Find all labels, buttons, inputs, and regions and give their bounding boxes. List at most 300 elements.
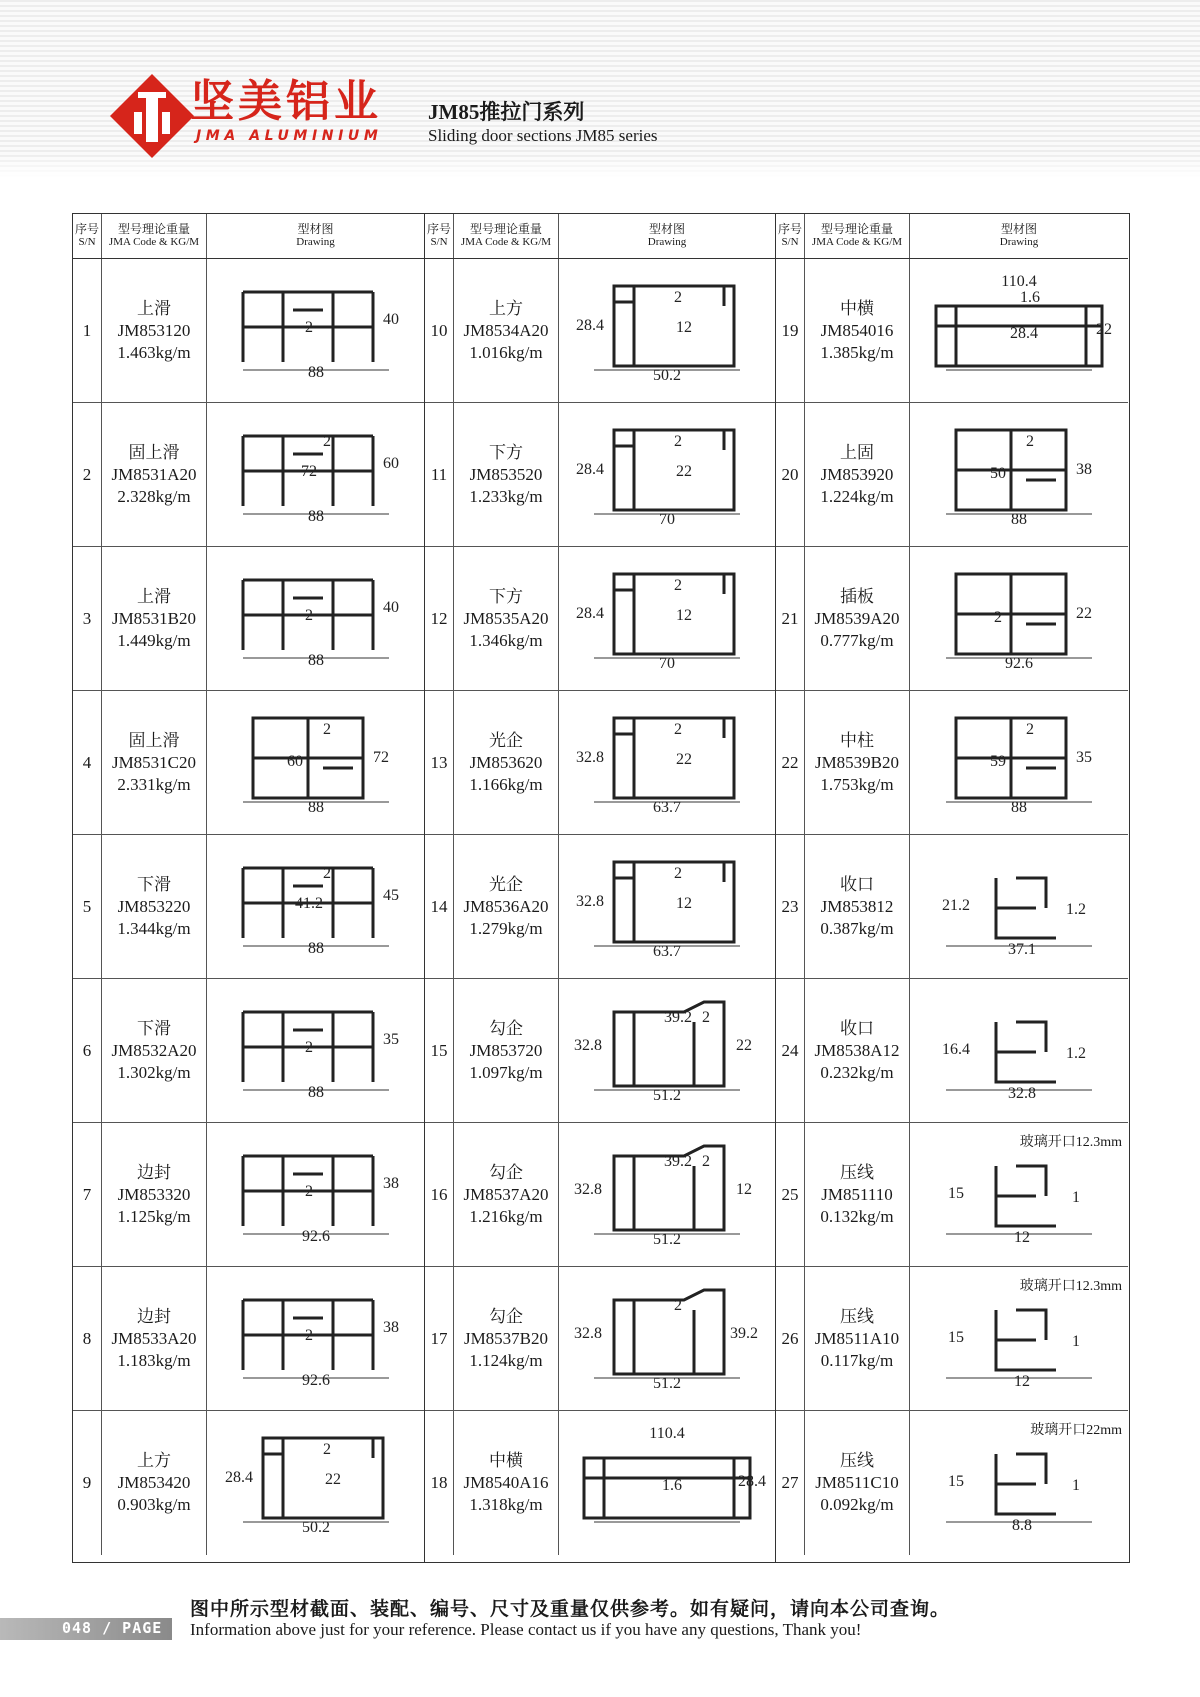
profile-code-cell bbox=[102, 979, 207, 1122]
profile-drawing bbox=[559, 403, 775, 546]
profile-code-cell bbox=[102, 691, 207, 834]
dimension-label: 39.2 bbox=[730, 1324, 758, 1342]
dimension-label: 110.4 bbox=[649, 1425, 685, 1442]
dimension-label: 72 bbox=[372, 748, 389, 766]
dimension-label: 1.6 bbox=[662, 1477, 682, 1494]
dimension-label: 8.8 bbox=[1012, 1517, 1032, 1534]
profile-section-drawing bbox=[574, 1424, 766, 1542]
profile-code: JM8540A16 bbox=[463, 1473, 549, 1492]
profile-code-cell bbox=[102, 835, 207, 978]
profile-section-drawing bbox=[926, 1280, 1112, 1398]
table-row bbox=[73, 403, 424, 547]
profile-name: 上固 bbox=[840, 442, 874, 462]
table-row bbox=[776, 1123, 1128, 1267]
series-title-cn: JM85推拉门系列 bbox=[428, 100, 585, 124]
table-row bbox=[425, 835, 775, 979]
dimension-label: 2 bbox=[674, 864, 682, 882]
profile-drawing bbox=[910, 547, 1128, 690]
dimension-label: 2 bbox=[674, 576, 682, 594]
dimension-label: 2 bbox=[304, 1326, 313, 1344]
dimension-label: 2 bbox=[304, 318, 313, 336]
profile-name: 压线 bbox=[840, 1451, 874, 1470]
serial-number: 4 bbox=[73, 691, 102, 834]
dimension-label: 1.2 bbox=[1066, 1044, 1086, 1062]
profile-drawing bbox=[910, 691, 1128, 834]
glass-opening-note: 玻璃开口12.3mm bbox=[1019, 1135, 1122, 1150]
dimension-label: 88 bbox=[307, 1083, 324, 1101]
dimension-label: 2 bbox=[1026, 432, 1034, 450]
profile-name: 上方 bbox=[489, 298, 523, 318]
dimension-label: 72 bbox=[300, 462, 317, 480]
profile-drawing bbox=[910, 979, 1128, 1122]
table-header-row bbox=[425, 214, 775, 259]
dimension-label: 37.1 bbox=[1008, 940, 1036, 958]
dimension-label: 39.2 bbox=[664, 1152, 692, 1170]
serial-number: 1 bbox=[73, 259, 102, 402]
serial-number: 12 bbox=[425, 547, 454, 690]
profile-code: JM851110 bbox=[821, 1184, 893, 1204]
profile-code-cell bbox=[454, 403, 559, 546]
profile-weight: 0.117kg/m bbox=[820, 1350, 894, 1370]
dimension-label: 28.4 bbox=[576, 316, 604, 334]
profile-code: JM8535A20 bbox=[463, 608, 549, 628]
serial-number: 9 bbox=[73, 1411, 102, 1555]
table-row bbox=[425, 547, 775, 691]
dimension-label: 15 bbox=[948, 1473, 964, 1490]
profile-code: JM8531C20 bbox=[111, 752, 197, 772]
dimension-label: 92.6 bbox=[301, 1371, 330, 1389]
table-row bbox=[776, 835, 1128, 979]
profile-code: JM8537B20 bbox=[463, 1328, 549, 1348]
profile-weight: 1.166kg/m bbox=[469, 774, 543, 794]
profile-code: JM853220 bbox=[117, 896, 191, 916]
profile-section-drawing bbox=[223, 416, 409, 534]
dimension-label: 28.4 bbox=[1010, 324, 1038, 342]
profile-name: 中横 bbox=[840, 298, 874, 318]
table-row bbox=[73, 979, 424, 1123]
dimension-label: 92.6 bbox=[1005, 654, 1033, 672]
dimension-label: 2 bbox=[322, 1441, 331, 1458]
table-row bbox=[73, 547, 424, 691]
profile-name: 勾企 bbox=[489, 1306, 523, 1326]
profile-code-cell bbox=[102, 259, 207, 402]
profile-code-cell bbox=[102, 403, 207, 546]
profile-section-drawing bbox=[574, 848, 760, 966]
dimension-label: 22 bbox=[736, 1036, 752, 1054]
profile-drawing bbox=[910, 1267, 1128, 1410]
header-sn: 序号 S/N bbox=[425, 214, 454, 258]
profile-section-drawing bbox=[574, 704, 760, 822]
profile-code-cell bbox=[454, 1267, 559, 1410]
dimension-label: 15 bbox=[948, 1328, 964, 1346]
profile-name: 光企 bbox=[489, 730, 523, 750]
profile-code: JM853812 bbox=[820, 896, 894, 916]
profile-section-drawing bbox=[926, 416, 1112, 534]
dimension-label: 63.7 bbox=[653, 942, 681, 960]
profile-code: JM8536A20 bbox=[463, 896, 549, 916]
dimension-label: 60 bbox=[286, 752, 303, 770]
profile-drawing bbox=[910, 1411, 1128, 1555]
profile-drawing bbox=[207, 835, 424, 978]
profile-code: JM8531B20 bbox=[111, 608, 197, 628]
table-row bbox=[425, 1411, 775, 1555]
profile-name: 压线 bbox=[840, 1162, 874, 1182]
serial-number: 8 bbox=[73, 1267, 102, 1410]
dimension-label: 70 bbox=[659, 510, 675, 528]
dimension-label: 2 bbox=[674, 432, 682, 450]
table-row bbox=[73, 1267, 424, 1411]
dimension-label: 2 bbox=[304, 606, 313, 624]
profile-name: 固上滑 bbox=[128, 730, 180, 750]
footer-note-cn: 图中所示型材截面、装配、编号、尺寸及重量仅供参考。如有疑问，请向本公司查询。 bbox=[190, 1598, 951, 1620]
serial-number: 6 bbox=[73, 979, 102, 1122]
profile-section-drawing bbox=[574, 1280, 760, 1398]
dimension-label: 22 bbox=[1076, 604, 1092, 622]
profile-code: JM854016 bbox=[820, 320, 894, 340]
profile-name: 中柱 bbox=[840, 730, 874, 750]
dimension-label: 41.2 bbox=[294, 894, 323, 912]
profile-weight: 1.318kg/m bbox=[469, 1495, 543, 1514]
serial-number: 2 bbox=[73, 403, 102, 546]
profile-name: 上滑 bbox=[137, 298, 171, 318]
serial-number: 22 bbox=[776, 691, 805, 834]
profile-drawing bbox=[207, 259, 424, 402]
profile-weight: 1.224kg/m bbox=[820, 486, 894, 506]
profile-name: 上方 bbox=[137, 1451, 171, 1470]
profile-code: JM8532A20 bbox=[111, 1040, 197, 1060]
profile-code-cell bbox=[805, 259, 910, 402]
table-row bbox=[776, 691, 1128, 835]
serial-number: 24 bbox=[776, 979, 805, 1122]
dimension-label: 38 bbox=[382, 1318, 399, 1336]
dimension-label: 28.4 bbox=[224, 1469, 253, 1486]
profile-section-drawing bbox=[926, 1136, 1112, 1254]
profile-drawing bbox=[207, 403, 424, 546]
profile-weight: 1.302kg/m bbox=[117, 1062, 191, 1082]
profile-weight: 0.132kg/m bbox=[820, 1206, 894, 1226]
serial-number: 23 bbox=[776, 835, 805, 978]
profile-weight: 1.346kg/m bbox=[469, 630, 543, 650]
dimension-label: 88 bbox=[307, 507, 324, 525]
dimension-label: 15 bbox=[948, 1184, 964, 1202]
profile-code: JM8537A20 bbox=[463, 1184, 549, 1204]
table-header-row bbox=[776, 214, 1128, 259]
table-row bbox=[776, 259, 1128, 403]
profile-drawing bbox=[207, 979, 424, 1122]
header-code: 型号理论重量 JMA Code & KG/M bbox=[805, 214, 910, 258]
table-header-row bbox=[73, 214, 424, 259]
profile-weight: 0.092kg/m bbox=[820, 1495, 894, 1514]
dimension-label: 2 bbox=[702, 1008, 710, 1026]
table-column-2 bbox=[425, 214, 776, 1562]
profile-name: 勾企 bbox=[489, 1162, 523, 1182]
table-row bbox=[425, 979, 775, 1123]
profile-drawing bbox=[559, 1123, 775, 1266]
header-drawing: 型材图 Drawing bbox=[296, 222, 335, 248]
profile-name: 下滑 bbox=[137, 1018, 171, 1038]
table-column-3 bbox=[776, 214, 1128, 1562]
dimension-label: 92.6 bbox=[301, 1227, 330, 1245]
header-drawing: 型材图 Drawing bbox=[647, 222, 687, 248]
profile-code-cell bbox=[454, 979, 559, 1122]
dimension-label: 1 bbox=[1072, 1188, 1080, 1206]
dimension-label: 22 bbox=[676, 462, 692, 480]
dimension-label: 88 bbox=[307, 651, 324, 669]
profile-code: JM853120 bbox=[117, 320, 191, 340]
dimension-label: 2 bbox=[322, 432, 331, 450]
profile-weight: 2.328kg/m bbox=[117, 486, 191, 506]
dimension-label: 50 bbox=[990, 464, 1006, 482]
profile-table bbox=[72, 213, 1130, 1563]
dimension-label: 32.8 bbox=[574, 1324, 602, 1342]
profile-weight: 0.777kg/m bbox=[820, 630, 894, 650]
header-code: 型号理论重量 JMA Code & KG/M bbox=[102, 214, 207, 258]
profile-name: 固上滑 bbox=[128, 442, 180, 462]
profile-drawing bbox=[559, 835, 775, 978]
profile-code-cell bbox=[102, 1267, 207, 1410]
profile-name: 下滑 bbox=[137, 874, 171, 894]
profile-section-drawing bbox=[926, 1424, 1112, 1542]
dimension-label: 40 bbox=[382, 310, 399, 328]
profile-weight: 1.233kg/m bbox=[469, 486, 543, 506]
serial-number: 25 bbox=[776, 1123, 805, 1266]
profile-drawing bbox=[559, 1411, 775, 1555]
serial-number: 11 bbox=[425, 403, 454, 546]
profile-section-drawing bbox=[926, 848, 1112, 966]
profile-weight: 1.344kg/m bbox=[117, 918, 191, 938]
profile-name: 下方 bbox=[489, 442, 523, 462]
dimension-label: 110.4 bbox=[1001, 272, 1037, 290]
profile-weight: 1.449kg/m bbox=[117, 630, 191, 650]
profile-code: JM853420 bbox=[117, 1473, 191, 1492]
dimension-label: 59 bbox=[990, 752, 1006, 770]
dimension-label: 32.8 bbox=[1008, 1084, 1036, 1102]
profile-drawing bbox=[910, 259, 1128, 402]
serial-number: 5 bbox=[73, 835, 102, 978]
dimension-label: 70 bbox=[659, 654, 675, 672]
profile-weight: 1.753kg/m bbox=[820, 774, 894, 794]
table-column-1 bbox=[73, 214, 425, 1562]
profile-code: JM8511A10 bbox=[814, 1328, 900, 1348]
profile-drawing bbox=[559, 1267, 775, 1410]
profile-name: 勾企 bbox=[489, 1018, 523, 1038]
profile-weight: 1.097kg/m bbox=[469, 1062, 543, 1082]
dimension-label: 12 bbox=[1014, 1228, 1030, 1246]
profile-drawing bbox=[207, 1411, 424, 1555]
dimension-label: 51.2 bbox=[653, 1086, 681, 1104]
dimension-label: 88 bbox=[307, 363, 324, 381]
dimension-label: 63.7 bbox=[653, 798, 681, 816]
profile-section-drawing bbox=[223, 1280, 409, 1398]
dimension-label: 2 bbox=[1026, 720, 1034, 738]
dimension-label: 1.6 bbox=[1020, 288, 1040, 306]
serial-number: 14 bbox=[425, 835, 454, 978]
dimension-label: 38 bbox=[382, 1174, 399, 1192]
profile-drawing bbox=[910, 403, 1128, 546]
profile-section-drawing bbox=[223, 560, 409, 678]
profile-drawing bbox=[559, 259, 775, 402]
profile-code: JM853720 bbox=[469, 1040, 543, 1060]
profile-section-drawing bbox=[223, 272, 409, 390]
profile-section-drawing bbox=[574, 992, 760, 1110]
profile-name: 光企 bbox=[489, 874, 523, 894]
glass-opening-note: 玻璃开口22mm bbox=[1030, 1423, 1122, 1438]
profile-drawing bbox=[559, 547, 775, 690]
dimension-label: 2 bbox=[702, 1152, 710, 1170]
profile-name: 中横 bbox=[489, 1451, 523, 1470]
profile-code-cell bbox=[454, 691, 559, 834]
profile-code-cell bbox=[102, 547, 207, 690]
dimension-label: 32.8 bbox=[574, 1036, 602, 1054]
dimension-label: 88 bbox=[1011, 798, 1027, 816]
dimension-label: 2 bbox=[994, 608, 1002, 626]
dimension-label: 2 bbox=[322, 864, 331, 882]
profile-drawing bbox=[559, 979, 775, 1122]
profile-code: JM853620 bbox=[469, 752, 543, 772]
dimension-label: 50.2 bbox=[301, 1519, 330, 1536]
profile-drawing bbox=[207, 547, 424, 690]
table-row bbox=[776, 1411, 1128, 1555]
table-row bbox=[73, 835, 424, 979]
profile-code: JM8511C10 bbox=[815, 1473, 899, 1492]
dimension-label: 88 bbox=[307, 798, 324, 816]
profile-code-cell bbox=[102, 1411, 207, 1555]
profile-weight: 2.331kg/m bbox=[117, 774, 191, 794]
dimension-label: 22 bbox=[324, 1471, 341, 1488]
profile-section-drawing bbox=[223, 1424, 409, 1542]
dimension-label: 28.4 bbox=[738, 1473, 766, 1490]
brand-name-en: JMA ALUMINIUM bbox=[196, 128, 383, 144]
dimension-label: 1 bbox=[1072, 1477, 1080, 1494]
table-row bbox=[425, 1267, 775, 1411]
profile-code: JM8533A20 bbox=[111, 1328, 197, 1348]
dimension-label: 22 bbox=[1096, 320, 1112, 338]
profile-section-drawing bbox=[574, 560, 760, 678]
series-title-en: Sliding door sections JM85 series bbox=[428, 126, 658, 145]
table-row bbox=[425, 691, 775, 835]
header-sn: 序号 S/N bbox=[776, 214, 805, 258]
serial-number: 16 bbox=[425, 1123, 454, 1266]
serial-number: 21 bbox=[776, 547, 805, 690]
profile-weight: 0.903kg/m bbox=[117, 1495, 191, 1514]
serial-number: 15 bbox=[425, 979, 454, 1122]
dimension-label: 32.8 bbox=[574, 1180, 602, 1198]
profile-code-cell bbox=[805, 403, 910, 546]
profile-section-drawing bbox=[926, 704, 1112, 822]
profile-name: 收口 bbox=[840, 874, 874, 894]
serial-number: 27 bbox=[776, 1411, 805, 1555]
dimension-label: 60 bbox=[382, 454, 399, 472]
dimension-label: 16.4 bbox=[942, 1040, 970, 1058]
dimension-label: 51.2 bbox=[653, 1374, 681, 1392]
glass-opening-note: 玻璃开口12.3mm bbox=[1019, 1279, 1122, 1294]
dimension-label: 45 bbox=[382, 886, 399, 904]
profile-code-cell bbox=[454, 547, 559, 690]
profile-code: JM8539A20 bbox=[814, 608, 900, 628]
dimension-label: 21.2 bbox=[942, 896, 970, 914]
table-row bbox=[776, 547, 1128, 691]
profile-section-drawing bbox=[926, 560, 1112, 678]
page-number: 048 / PAGE bbox=[62, 1619, 163, 1637]
profile-section-drawing bbox=[223, 848, 409, 966]
jma-logo-icon bbox=[108, 72, 196, 160]
profile-drawing bbox=[910, 1123, 1128, 1266]
profile-section-drawing bbox=[223, 992, 409, 1110]
profile-section-drawing bbox=[926, 992, 1112, 1110]
dimension-label: 2 bbox=[322, 720, 331, 738]
profile-code-cell bbox=[805, 1123, 910, 1266]
profile-drawing bbox=[910, 835, 1128, 978]
dimension-label: 32.8 bbox=[576, 892, 604, 910]
dimension-label: 1 bbox=[1072, 1332, 1080, 1350]
dimension-label: 22 bbox=[676, 750, 692, 768]
profile-section-drawing bbox=[223, 704, 409, 822]
profile-drawing bbox=[207, 691, 424, 834]
profile-code-cell bbox=[805, 1267, 910, 1410]
profile-name: 收口 bbox=[840, 1018, 874, 1038]
serial-number: 26 bbox=[776, 1267, 805, 1410]
serial-number: 17 bbox=[425, 1267, 454, 1410]
profile-section-drawing bbox=[574, 1136, 760, 1254]
serial-number: 7 bbox=[73, 1123, 102, 1266]
table-row bbox=[425, 1123, 775, 1267]
serial-number: 18 bbox=[425, 1411, 454, 1555]
profile-code-cell bbox=[454, 835, 559, 978]
table-row bbox=[776, 979, 1128, 1123]
dimension-label: 2 bbox=[304, 1038, 313, 1056]
dimension-label: 2 bbox=[674, 1296, 682, 1314]
profile-section-drawing bbox=[926, 272, 1112, 390]
profile-code: JM8531A20 bbox=[111, 464, 197, 484]
profile-name: 压线 bbox=[840, 1306, 874, 1326]
profile-code-cell bbox=[805, 979, 910, 1122]
profile-name: 边封 bbox=[137, 1162, 171, 1182]
dimension-label: 2 bbox=[304, 1182, 313, 1200]
profile-name: 上滑 bbox=[137, 586, 171, 606]
profile-code: JM853320 bbox=[117, 1184, 191, 1204]
header-code: 型号理论重量 JMA Code & KG/M bbox=[454, 214, 559, 258]
profile-weight: 1.125kg/m bbox=[117, 1206, 191, 1226]
table-row bbox=[425, 259, 775, 403]
profile-code: JM8538A12 bbox=[814, 1040, 900, 1060]
profile-weight: 1.385kg/m bbox=[820, 342, 894, 362]
profile-drawing bbox=[207, 1267, 424, 1410]
profile-weight: 1.216kg/m bbox=[469, 1206, 543, 1226]
dimension-label: 12 bbox=[1014, 1372, 1030, 1390]
profile-name: 下方 bbox=[489, 586, 523, 606]
dimension-label: 32.8 bbox=[576, 748, 604, 766]
profile-code-cell bbox=[454, 1123, 559, 1266]
table-row bbox=[776, 403, 1128, 547]
dimension-label: 2 bbox=[674, 720, 682, 738]
dimension-label: 12 bbox=[676, 606, 692, 624]
dimension-label: 12 bbox=[676, 894, 692, 912]
dimension-label: 40 bbox=[382, 598, 399, 616]
footer-note-en: Information above just for your reference. Please contact us if you have any questions, Thank you! bbox=[190, 1620, 862, 1639]
dimension-label: 28.4 bbox=[576, 460, 604, 478]
profile-section-drawing bbox=[574, 272, 760, 390]
profile-name: 插板 bbox=[840, 586, 874, 606]
dimension-label: 35 bbox=[382, 1030, 399, 1048]
profile-code-cell bbox=[805, 835, 910, 978]
table-row bbox=[73, 1411, 424, 1555]
header-drawing: 型材图 Drawing bbox=[999, 222, 1039, 248]
profile-weight: 0.232kg/m bbox=[820, 1062, 894, 1082]
profile-weight: 1.463kg/m bbox=[117, 342, 191, 362]
profile-name: 边封 bbox=[137, 1306, 171, 1326]
profile-code-cell bbox=[454, 1411, 559, 1555]
table-row bbox=[73, 1123, 424, 1267]
